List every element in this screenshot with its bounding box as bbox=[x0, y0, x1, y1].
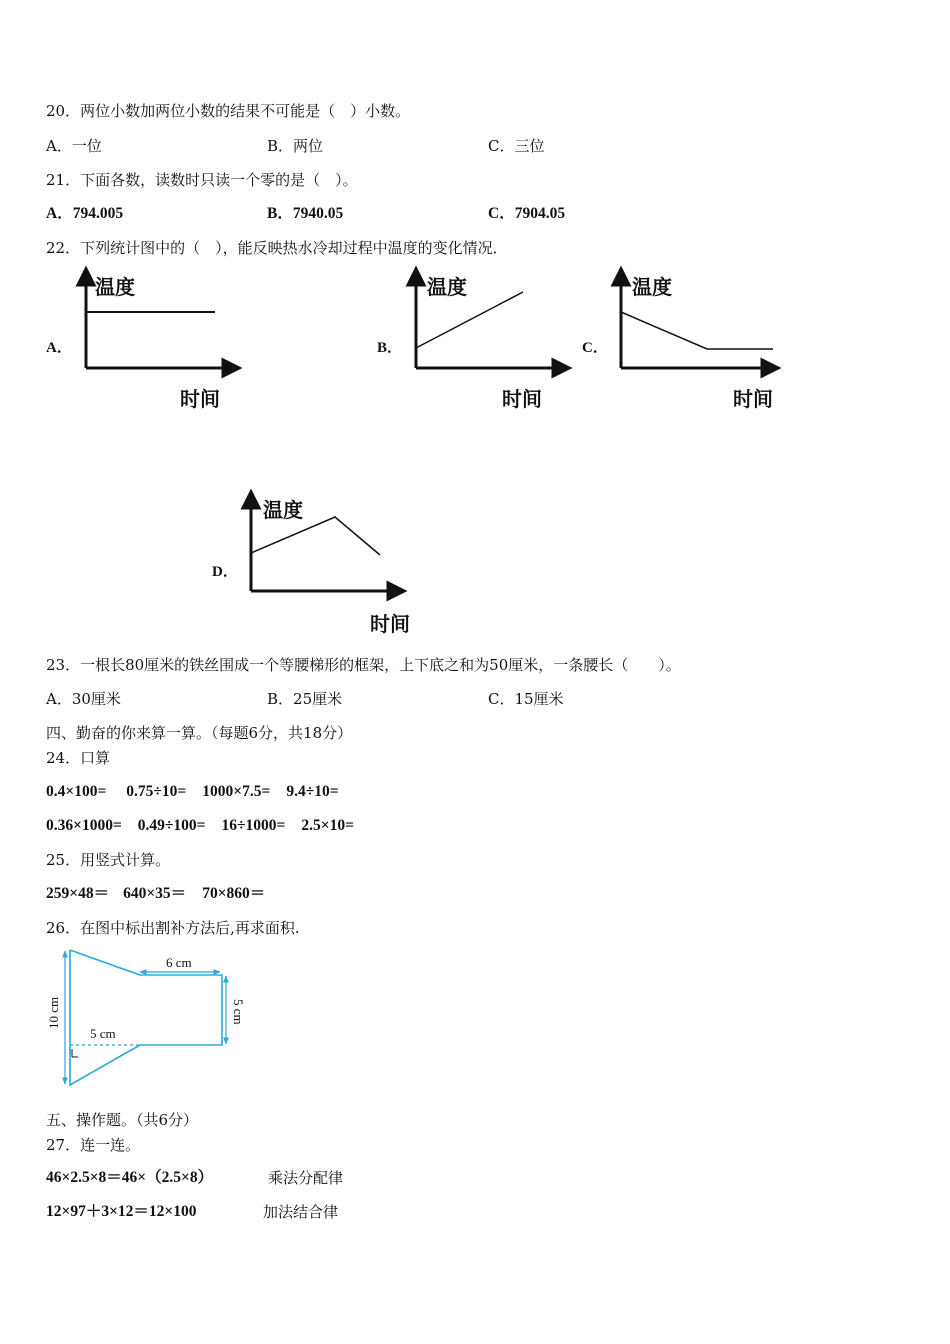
q25-item: 640×35＝ bbox=[123, 885, 187, 902]
q24-item: 0.36×1000= bbox=[46, 817, 122, 834]
q24-row2 bbox=[46, 816, 354, 836]
q21-option-b: B．7940.05 bbox=[267, 205, 344, 222]
graph-b-x-label: 时间 bbox=[502, 387, 542, 411]
q23-option-c: C．15厘米 bbox=[488, 690, 564, 708]
graph-b-label: B． bbox=[377, 340, 403, 356]
graph-a-label: A． bbox=[46, 340, 72, 356]
graph-c-label: C． bbox=[582, 340, 608, 356]
q20-option-a: A．一位 bbox=[46, 137, 102, 155]
graph-b-y-label: 温度 bbox=[427, 275, 467, 299]
q25-item: 70×860＝ bbox=[202, 885, 266, 902]
q24-stem: 24．口算 bbox=[46, 749, 111, 767]
q26-right-label: 5 cm bbox=[231, 999, 246, 1025]
q26-top-label: 6 cm bbox=[166, 955, 192, 970]
q21-stem: 21．下面各数，读数时只读一个零的是（ ）。 bbox=[46, 171, 358, 189]
graph-a-y-label: 温度 bbox=[95, 275, 135, 299]
q24-item: 2.5×10= bbox=[301, 817, 354, 834]
q21-option-c: C．7904.05 bbox=[488, 205, 566, 222]
q22-stem: 22．下列统计图中的（ ），能反映热水冷却过程中温度的变化情况． bbox=[46, 239, 508, 257]
q26-stem: 26．在图中标出割补方法后,再求面积. bbox=[46, 919, 300, 937]
section4-title: 四、勤奋的你来算一算。（每题6分，共18分） bbox=[46, 724, 353, 742]
graph-c-y-label: 温度 bbox=[632, 275, 672, 299]
graph-d-y-label: 温度 bbox=[263, 498, 303, 522]
graph-d bbox=[225, 493, 415, 638]
q23-option-a: A．30厘米 bbox=[46, 690, 121, 708]
graph-c bbox=[595, 270, 785, 415]
q27-right-1: 乘法分配律 bbox=[268, 1169, 344, 1187]
q24-item: 9.4÷10= bbox=[286, 783, 339, 800]
q24-item: 1000×7.5= bbox=[202, 783, 271, 800]
section5-title: 五、操作题。（共6分） bbox=[46, 1111, 199, 1129]
q24-item: 0.4×100= bbox=[46, 783, 107, 800]
q27-left-1: 46×2.5×8＝46×（2.5×8） bbox=[46, 1169, 214, 1186]
q27-left-2: 12×97＋3×12＝12×100 bbox=[46, 1203, 197, 1220]
graph-d-label: D． bbox=[212, 564, 238, 580]
graph-a bbox=[60, 270, 250, 415]
q26-inner-label: 5 cm bbox=[90, 1026, 116, 1041]
graph-c-x-label: 时间 bbox=[733, 387, 773, 411]
q23-stem: 23．一根长80厘米的铁丝围成一个等腰梯形的框架，上下底之和为50厘米，一条腰长（ ）。 bbox=[46, 656, 681, 674]
q25-stem: 25．用竖式计算。 bbox=[46, 851, 171, 869]
q23-option-b: B．25厘米 bbox=[267, 690, 343, 708]
graph-b bbox=[390, 270, 580, 415]
q25-items bbox=[46, 884, 265, 904]
graph-d-x-label: 时间 bbox=[370, 612, 410, 636]
graph-a-x-label: 时间 bbox=[180, 387, 220, 411]
q21-option-a: A．794.005 bbox=[46, 205, 124, 222]
q20-option-b: B．两位 bbox=[267, 137, 324, 155]
q27-stem: 27．连一连。 bbox=[46, 1136, 141, 1154]
q24-item: 0.75÷10= bbox=[126, 783, 187, 800]
q27-right-2: 加法结合律 bbox=[263, 1203, 339, 1221]
q24-item: 0.49÷100= bbox=[137, 817, 206, 834]
q26-figure bbox=[40, 945, 260, 1095]
q24-item: 16÷1000= bbox=[221, 817, 286, 834]
q20-stem: 20．两位小数加两位小数的结果不可能是（ ）小数。 bbox=[46, 102, 411, 120]
q20-option-c: C．三位 bbox=[488, 137, 545, 155]
q26-left-label: 10 cm bbox=[46, 996, 61, 1029]
q24-row1 bbox=[46, 782, 339, 802]
q25-item: 259×48＝ bbox=[46, 885, 110, 902]
